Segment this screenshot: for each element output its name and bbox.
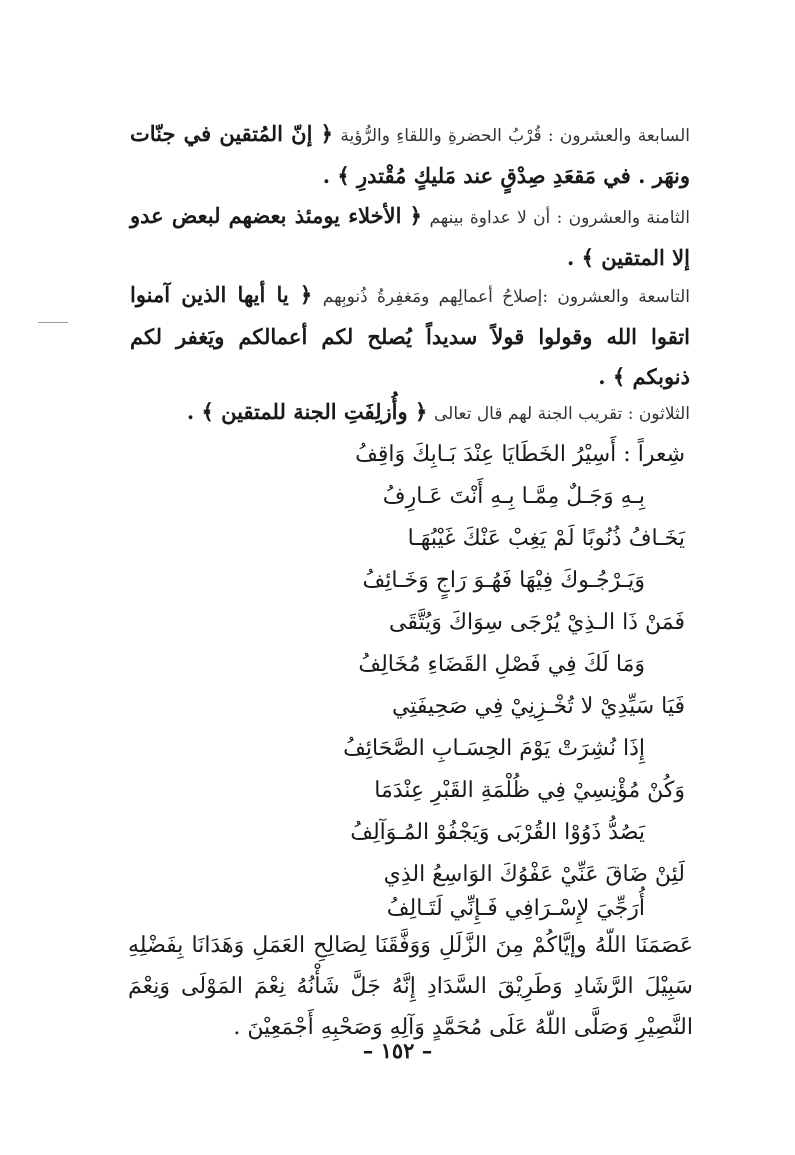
poem-line-12: أُرَجِّيَ لإِسْـرَافِي فَـإِنِّي لَتَـالِفُ [386, 896, 645, 921]
poem-label: شِعراً : [623, 442, 685, 467]
poem-line-10: يَصُدُّ ذَوُوْا القُرْبَى وَيَجْفُوْ المُـوَآلِفُ [350, 820, 645, 845]
poem-verse-text: أَسِيْرُ الخَطَايَا عِنْدَ بَـابِكَ وَاقِفُ [355, 442, 617, 467]
poem-line-1 [355, 442, 685, 467]
paragraph-29 [130, 275, 690, 397]
quran-quote: ﴿ الأخلاء يومئذ بعضهم لبعض عدو إلا المتقين ﴾ . [130, 203, 690, 270]
paragraph-28 [130, 196, 690, 278]
paragraph-30 [130, 392, 690, 434]
poem-line-11: لَئِنْ ضَاقَ عَنِّيْ عَفْوُكَ الوَاسِعُ الذِي [383, 862, 685, 887]
poem-line-9: وَكُنْ مُؤْنِسِيْ فِي ظُلْمَةِ القَبْرِ عِنْدَمَا [374, 778, 685, 803]
scan-margin-mark [38, 322, 68, 323]
quran-quote: ﴿ يا أيها الذين آمنوا اتقوا الله وقولوا قولاً سديداً يُصلح لكم أعمالكم ويَغفر لكم ذنوبكم ﴾ . [130, 282, 690, 389]
poem-line-7: فَيَا سَيِّدِيْ لا تُخْـزِنِيْ فِي صَحِيفَتِي [391, 694, 685, 719]
paragraph-27 [130, 114, 690, 196]
paragraph-lead: الثلاثون : تقريب الجنة لهم قال تعالى [433, 404, 690, 424]
paragraph-lead: التاسعة والعشرون :إصلاحُ أعمالِهم ومَغفِرةُ ذُنوبِهم [322, 287, 690, 307]
poem-line-5: فَمَنْ ذَا الـذِيْ يُرْجَى سِوَاكَ وَيُتَّقَى [389, 610, 685, 635]
page-number: – ١٥٢ – [362, 1038, 433, 1063]
poem-line-8: إِذَا نُشِرَتْ يَوْمَ الحِسَـابِ الصَّحَائِفُ [343, 736, 645, 761]
poem-line-2: بِـهِ وَجَـلٌ مِمَّـا بِـهِ أَنْتَ عَـارِفُ [382, 484, 645, 509]
quran-quote: ﴿ إنّ المُتقين في جنّات ونهَر . في مَقعَدِ صِدْقٍ عند مَليكٍ مُقْتدرِ ﴾ . [130, 121, 690, 188]
quran-quote: ﴿ وأُزلِفَتِ الجنة للمتقين ﴾ . [186, 399, 428, 424]
closing-prayer: عَصَمَنَا اللّهُ وإيَّاكُمْ مِنَ الزَّلَلِ وَوَفَّقَنَا لِصَالِحِ العَمَلِ وَهَدَانَا بِفَضْلِهِ سَبِيْلَ الرَّشَادِ وَطَرِيْقَ السَّدَادِ إِنَّهُ جَلَّ شَأْنُهُ نِعْمَ المَوْلَى وَنِعْمَ النَّصِيْرِ وَصَلَّى اللّهُ عَلَى مُحَمَّدٍ وَآلِهِ وَصَحْبِهِ أَجْمَعِيْنَ . [128, 933, 693, 1040]
poem-line-4: وَيَـرْجُـوكَ فِيْهَا فَهُـوَ رَاجٍ وَخَـائِفُ [362, 568, 645, 593]
poem-line-6: وَمَا لَكَ فِي فَصْلِ القَضَاءِ مُخَالِفُ [358, 652, 645, 677]
paragraph-lead: الثامنة والعشرون : أن لا عداوة بينهم [429, 208, 690, 228]
paragraph-lead: السابعة والعشرون : قُرْبُ الحضرةِ واللقاءِ والرُّؤية [340, 126, 690, 146]
poem-line-3: يَخَـافُ ذُنُوبًا لَمْ يَغِبْ عَنْكَ غَيْبُهَـا [407, 526, 685, 551]
